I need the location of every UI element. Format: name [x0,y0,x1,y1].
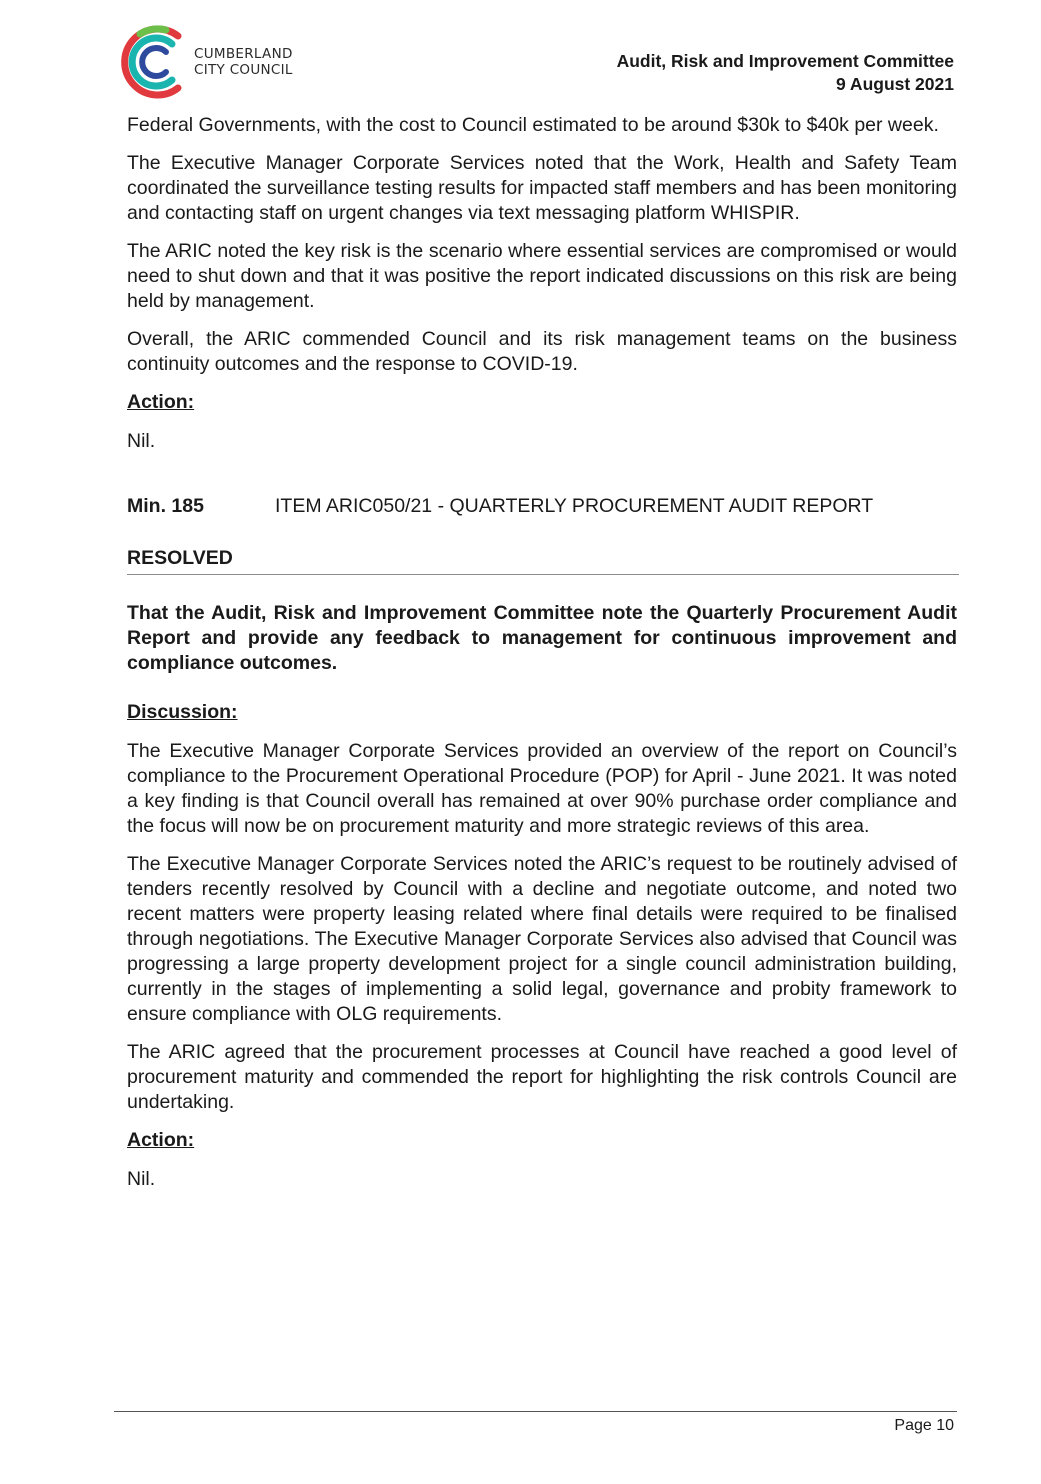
paragraph: The ARIC agreed that the procurement processes at Council have reached a good level of procurement maturity and commended the report for highlighting the risk controls Council are undertaking. [127,1041,957,1113]
council-logo [120,22,320,102]
paragraph: The Executive Manager Corporate Services noted that the Work, Health and Safety Team coordinated the surveillance testing results for impacted staff members and has been monitoring and contacting staff on urgent changes via text messaging platform WHISPIR. [127,152,957,224]
minute-item-row [127,494,957,519]
paragraph: The Executive Manager Corporate Services provided an overview of the report on Council’s compliance to the Procurement Operational Procedure (POP) for April - June 2021. It was noted a key finding is that Council overall has remained at over 90% purchase order compliance and the focus will now be on procurement maturity and more strategic reviews of this area. [127,740,957,837]
minute-number: Min. 185 [127,495,204,517]
action-heading: Action: [127,1129,195,1151]
paragraph: Federal Governments, with the cost to Council estimated to be around $30k to $40k per week. [127,114,939,136]
action-text: Nil. [127,430,156,452]
logo-text [194,46,293,78]
action-text: Nil. [127,1168,156,1190]
paragraph: The ARIC noted the key risk is the scenario where essential services are compromised or would need to shut down and that it was positive the report indicated discussions on this risk are being held by management. [127,240,957,312]
logo-line-2: CITY COUNCIL [194,62,293,78]
page-number: Page 10 [894,1417,954,1434]
council-logo-icon [120,22,190,102]
discussion-heading: Discussion: [127,701,238,723]
paragraph: Overall, the ARIC commended Council and its risk management teams on the business continuity outcomes and the response to COVID-19. [127,328,957,375]
committee-name: Audit, Risk and Improvement Committee [616,51,954,71]
resolution-text: That the Audit, Risk and Improvement Committee note the Quarterly Procurement Audit Report and provide any feedback to management for continuous improvement and compliance outcomes. [127,602,957,674]
footer-divider [114,1411,957,1412]
item-title: ITEM ARIC050/21 - QUARTERLY PROCUREMENT AUDIT REPORT [275,495,874,517]
meeting-date: 9 August 2021 [835,74,954,94]
logo-line-1: CUMBERLAND [194,46,293,62]
action-heading: Action: [127,391,195,413]
document-body [127,113,957,1205]
document-header [617,50,954,96]
spacer [127,467,957,494]
resolved-heading: RESOLVED [127,546,959,575]
paragraph: The Executive Manager Corporate Services noted the ARIC’s request to be routinely advised of tenders recently resolved by Council with a decline and negotiate outcome, and noted two recent matters were property leasing related where final details were required to be finalised through negotiations. The Executive Manager Corporate Services also advised that Council was progressing a large property development project for a single council administration building, currently in the stages of implementing a solid legal, governance and probity framework to ensure compliance with OLG requirements. [127,853,957,1025]
